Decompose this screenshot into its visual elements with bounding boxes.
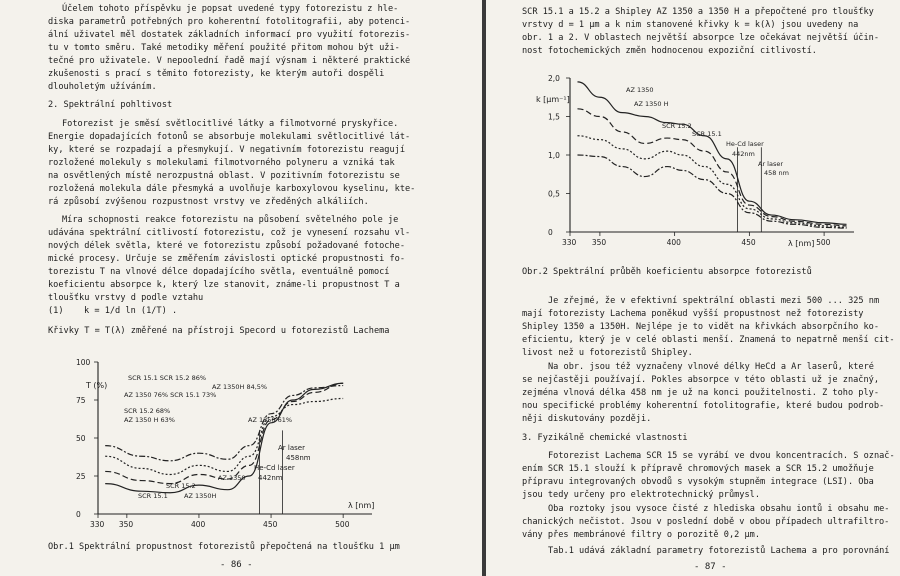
text-line: ením SCR 15.1 slouží k přípravě chromových masek a SCR 15.2 umožňuje [522, 464, 874, 474]
fig1-y-tick-label: 50 [76, 434, 86, 443]
fig2-curves [577, 82, 846, 232]
text-line: chanických nečistot. Jsou v poslední době v obou případech ultrafiltro- [522, 517, 890, 527]
fig1-y-tick-label: 75 [76, 396, 86, 405]
fig1-x-tick-label: 500 [335, 520, 350, 529]
fig2-x-tick-label: 400 [666, 238, 681, 247]
fig1-y-tick-label: 0 [76, 510, 81, 519]
fig1-x-tick-label: 400 [190, 520, 206, 529]
fig1-label-ar-nm: 458nm [286, 454, 311, 462]
text-line: obr. 1 a 2. V oblastech největší absorpce lze očekávat největší účin- [522, 33, 879, 43]
fig2-label-scr152: SCR 15.2 [662, 122, 692, 130]
text-line: 3. Fyzikálně chemické vlastnosti [522, 433, 688, 443]
fig1-label-ar: Ar laser [278, 444, 305, 452]
text-line: diska parametrů potřebných pro koherentní fotolitografii, aby potenci- [48, 17, 411, 27]
fig2-label-az1350: AZ 1350 [626, 86, 654, 94]
curves-caption: Křivky T = T(λ) změřené na přístroji Specord u fotorezistů Lachema [48, 326, 390, 336]
text-line: něji diskutovány později. [522, 414, 652, 424]
text-line: tu v tomto směru. Také metodiky měření použité přitom mohou být uži- [48, 43, 400, 53]
fig1-label-scr152-68: SCR 15.2 68% [124, 407, 171, 415]
fig2-label-scr151: SCR 15.1 [692, 130, 722, 138]
text-line: se nejčastěji používají. Pokles absorpce v této oblasti už je značný, [522, 375, 879, 385]
text-line: Na obr. jsou též vyznačeny vlnové délky HeCd a Ar laserů, které [548, 362, 874, 372]
text-line: Shipley 1350 a 1350H. Nejlépe je to vidět na křivkách absorpčního ko- [522, 322, 879, 332]
fig1-label-az1350-61: AZ 1350 61% [248, 416, 293, 424]
fig1-label-az1350h-63: AZ 1350 H 63% [124, 416, 175, 424]
text-line: Tab.1 udává základní parametry fotorezistů Lachema a pro porovnání [548, 546, 890, 556]
fig2-series-scr-15-2 [577, 136, 846, 228]
text-line: eficientu, který je v celé oblasti menší. Znamená to nepatrně menší cit- [522, 335, 895, 345]
fig1-label-az1350h-845: AZ 1350H 84,5% [212, 383, 268, 391]
fig1-x-tick-label: 350 [118, 520, 134, 529]
page-number-left: - 86 - [220, 560, 253, 570]
fig2-ticks [548, 74, 831, 247]
fig2-label-hecd: He-Cd laser [726, 140, 764, 148]
fig2-y-tick-label: 2,0 [548, 74, 560, 83]
text-line: ky, které se rozpadají a přesmykují. V negativním fotorezistu reagují [48, 145, 405, 155]
fig1-label-az1350-low: AZ 1350 [218, 474, 246, 482]
fig2-x-tick-label: 450 [741, 238, 756, 247]
fig2-label-az1350h: AZ 1350 H [634, 100, 669, 108]
right-page [486, 0, 900, 576]
fig2-y-tick-label: 1,5 [548, 112, 560, 122]
fig2-series-az-1350 [577, 82, 846, 224]
text-line: rá způsobí zvýšenou rozpustnost vrstvy ve zředěných alkáliích. [48, 197, 369, 207]
text-line: ální uživatel měl dostatek základních informací pro využití fotorezis- [48, 30, 411, 40]
page-number-right: - 87 - [694, 562, 727, 572]
text-line: nou specifické problémy koherentní fotolitografie, které budou podrob- [522, 401, 885, 411]
text-line: mické procesy. Určuje se změřením závislosti optické propustnosti fo- [48, 254, 405, 264]
text-line: přípravu integrovaných obvodů s vysokým stupněm integrace (LSI). Oba [522, 477, 874, 487]
fig2-y-tick-label: 0,5 [548, 189, 560, 199]
text-line: zkušenosti s prací s těmito fotorezisty, ke kterým autoři dospěli [48, 69, 385, 79]
fig2-x-tick-label: 500 [816, 238, 831, 247]
text-line: 2. Spektrální pohltivost [48, 100, 173, 110]
fig2-series-az-1350-h [577, 109, 846, 226]
fig2-y-label: k [µm⁻¹] [536, 95, 570, 104]
fig2-label-ar-nm: 458 nm [764, 169, 789, 177]
text-line: dlouholetým užíváním. [48, 82, 157, 92]
fig1-label-scr152-low: SCR 15.2 [166, 482, 196, 490]
fig1-y-tick-label: 25 [76, 472, 86, 481]
text-line: Fotorezist Lachema SCR 15 se vyrábí ve dvou koncentracích. S označ- [548, 451, 895, 461]
equation-number: (1) [48, 306, 64, 316]
fig2-x-label: λ [nm] [788, 239, 815, 248]
fig1-label-az1350h-low: AZ 1350H [184, 492, 217, 500]
text-line: Oba roztoky jsou vysoce čisté z hlediska obsahu iontů i obsahu me- [548, 504, 890, 514]
equation: k = 1/d ln (1/T) . [84, 306, 178, 316]
fig2-series-scr-15-1 [577, 155, 846, 228]
text-line: udávána spektrální citlivostí fotorezistu, což je vynesení rozsahu vl- [48, 228, 411, 238]
text-line: SCR 15.1 a 15.2 a Shipley AZ 1350 a 1350 H a přepočtené pro tloušťky [522, 7, 874, 17]
text-line: jsou tedy určeny pro elektrotechnický průmysl. [522, 490, 760, 500]
fig1-x-tick-label: 450 [263, 520, 278, 529]
text-line: nost fotochemických změn hodnocenou expoziční citlivostí. [522, 46, 817, 56]
fig2-label-ar: Ar laser [758, 160, 784, 168]
text-line: nových délek světla, které ve fotorezistu způsobí požadované fotoche- [48, 241, 405, 251]
fig1-label-hecd: He-Cd laser [254, 464, 295, 472]
fig2-y-tick-label: 1,0 [548, 151, 560, 160]
fig1-x-label: λ [nm] [348, 501, 375, 510]
fig1-label-az1350-76: AZ 1350 76% SCR 15.1 73% [124, 391, 217, 399]
text-line: zejména vlnová délka 458 nm je už na konci použitelnosti. Z toho ply- [522, 388, 879, 398]
fig1-label-hecd-nm: 442nm [258, 474, 283, 482]
text-line: livost než u fotorezistů Shipley. [522, 348, 693, 358]
text-line: vrstvy d = 1 µm a k nim stanovené křivky k = k(λ) jsou uvedeny na [522, 20, 859, 30]
text-line: rozložená molekula dále přesmyká a uvolňuje karboxylovou kyselinu, kte- [48, 184, 416, 194]
text-line: tečné pro uživatele. V nepoolední řadě mají výsnam i některé praktické [48, 56, 411, 66]
fig1-label-scr151-low: SCR 15.1 [138, 492, 168, 500]
fig2-label-hecd-nm: 442nm [732, 150, 755, 158]
text-line: Fotorezist je směsí světlocitlivé látky a filmotvorné pryskyřice. [62, 119, 399, 129]
text-line: tloušťku vrstvy d podle vztahu [48, 293, 204, 303]
figure-2-caption: Obr.2 Spektrální průběh koeficientu absorpce fotorezistů [522, 267, 812, 277]
text-line: mají fotorezisty Lachema poněkud vyšší propustnost než fotorezisty [522, 309, 864, 319]
fig2-y-tick-label: 0 [548, 228, 553, 237]
fig1-y-label: T (%) [86, 381, 108, 390]
text-line: Energie dopadajících fotonů se absorbuje molekulami světlocitlivé lát- [48, 132, 411, 142]
fig1-label-scr15: SCR 15.1 SCR 15.2 86% [128, 374, 207, 382]
fig2-x-tick-label: 350 [591, 238, 607, 247]
text-line: torezistu T na vlnové délce dopadajícího světla, eventuálně pomocí [48, 267, 390, 277]
text-line: Míra schopnosti reakce fotorezistu na působení světelného pole je [62, 215, 399, 225]
text-line: Je zřejmé, že v efektivní spektrální oblasti mezi 500 ... 325 nm [548, 296, 880, 306]
figure-1-caption: Obr.1 Spektrální propustnost fotorezistů přepočtená na tloušťku 1 µm [48, 542, 400, 552]
fig1-x-tick-label: 330 [90, 520, 105, 529]
text-line: rozložené molekuly s molekulami filmotvorného polyneru a vzniká tak [48, 158, 395, 168]
text-line: koeficientu absorpce k, který lze stanovit, známe-li propustnost T a [48, 280, 400, 290]
text-line: Účelem tohoto příspěvku je popsat uvedené typy fotorezistu z hle- [62, 4, 399, 14]
text-line: vány přes membránové filtry o porozitě 0,2 µm. [522, 530, 760, 540]
text-line: na osvětlených místě nerozpustná oblast. V pozitivním fotorezistu se [48, 171, 400, 181]
fig1-y-tick-label: 100 [76, 358, 91, 367]
fig2-x-tick-label: 330 [562, 238, 577, 247]
